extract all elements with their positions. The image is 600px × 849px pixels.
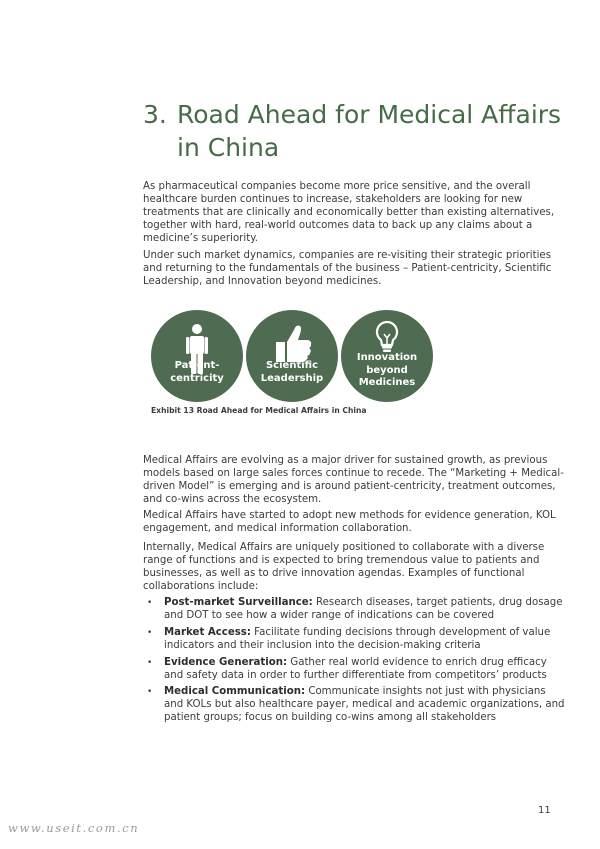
intro-paragraph-1: As pharmaceutical companies become more price sensitive, and the overall healthcare burden continues to increase, stakeholders are looking for new treatments that are clinically and economically better than existing alternatives, together with hard, real-world outcomes data to back up any claims about a medicine’s superiority. xyxy=(143,181,555,244)
section-title: Road Ahead for Medical Affairs in China xyxy=(177,100,562,162)
circle-label-line1: Patient- xyxy=(174,360,220,371)
bullet-dot: • xyxy=(147,687,153,698)
bullet-text: Communicate insights not just with physicians and KOLs but also healthcare payer, medical and academic organizations, and patient groups; focus on building co-wins among all stakeholders xyxy=(164,686,565,724)
circle-label-line2: beyond xyxy=(366,365,408,376)
watermark-text: www.useit.com.cn xyxy=(8,821,140,835)
exhibit-caption: Exhibit 13 Road Ahead for Medical Affairs in China xyxy=(151,406,367,415)
list-item xyxy=(143,657,568,683)
collaboration-bullet-list xyxy=(143,597,568,729)
list-item xyxy=(143,597,568,623)
bullet-term: Medical Communication: xyxy=(164,686,306,698)
intro-paragraph-2: Under such market dynamics, companies are re-visiting their strategic priorities and returning to the fundamentals of the business – Patient-centricity, Scientific Leadership, and Innovation beyond medicines. xyxy=(143,250,552,287)
scientific-leadership-circle xyxy=(246,310,338,402)
body-paragraph-2: Medical Affairs have started to adopt new methods for evidence generation, KOL engagement, and medical information collaboration. xyxy=(143,510,556,534)
patient-centricity-circle xyxy=(151,310,243,402)
circle-label-line1: Scientific xyxy=(265,360,318,371)
bullet-text: Research diseases, target patients, drug dosage and DOT to see how a wider range of indications can be covered xyxy=(164,597,563,621)
body-paragraph-3: Internally, Medical Affairs are uniquely positioned to collaborate with a diverse range of functions and is expected to bring tremendous value to patients and businesses, as well as to drive innovation agendas. Examples of functional collaborations include: xyxy=(143,542,545,592)
bullet-dot: • xyxy=(147,627,153,638)
circle-label-line2: Leadership xyxy=(260,373,324,384)
list-item xyxy=(143,627,568,653)
innovation-beyond-medicines-circle xyxy=(341,310,433,402)
thumbs-up-icon xyxy=(246,310,338,402)
person-icon xyxy=(151,310,243,402)
exhibit-13-diagram xyxy=(151,310,421,402)
bullet-term: Evidence Generation: xyxy=(164,656,288,668)
bullet-dot: • xyxy=(147,657,153,668)
circle-label-line3: Medicines xyxy=(358,377,416,388)
bullet-term: Market Access: xyxy=(164,626,251,638)
bullet-term: Post-market Surveillance: xyxy=(164,597,313,608)
list-item xyxy=(143,686,568,725)
circle-label-line2: centricity xyxy=(170,373,224,384)
section-heading xyxy=(143,98,573,164)
bullet-dot: • xyxy=(147,598,153,608)
page-number: 11 xyxy=(538,805,551,816)
body-paragraph-1: Medical Affairs are evolving as a major driver for sustained growth, as previous models based on large sales forces continue to recede. The “Marketing + Medical-driven Model” is emerging and is around patient-centricity, treatment outcomes, and co-wins across the ecosystem. xyxy=(143,455,564,505)
section-number: 3. xyxy=(143,100,167,129)
circle-label-line1: Innovation xyxy=(356,352,418,363)
bullet-text: Gather real world evidence to enrich drug efficacy and safety data in order to further differentiate from competitors’ products xyxy=(164,656,547,681)
bullet-text: Facilitate funding decisions through development of value indicators and their inclusion into the decision-making criteria xyxy=(164,626,551,651)
